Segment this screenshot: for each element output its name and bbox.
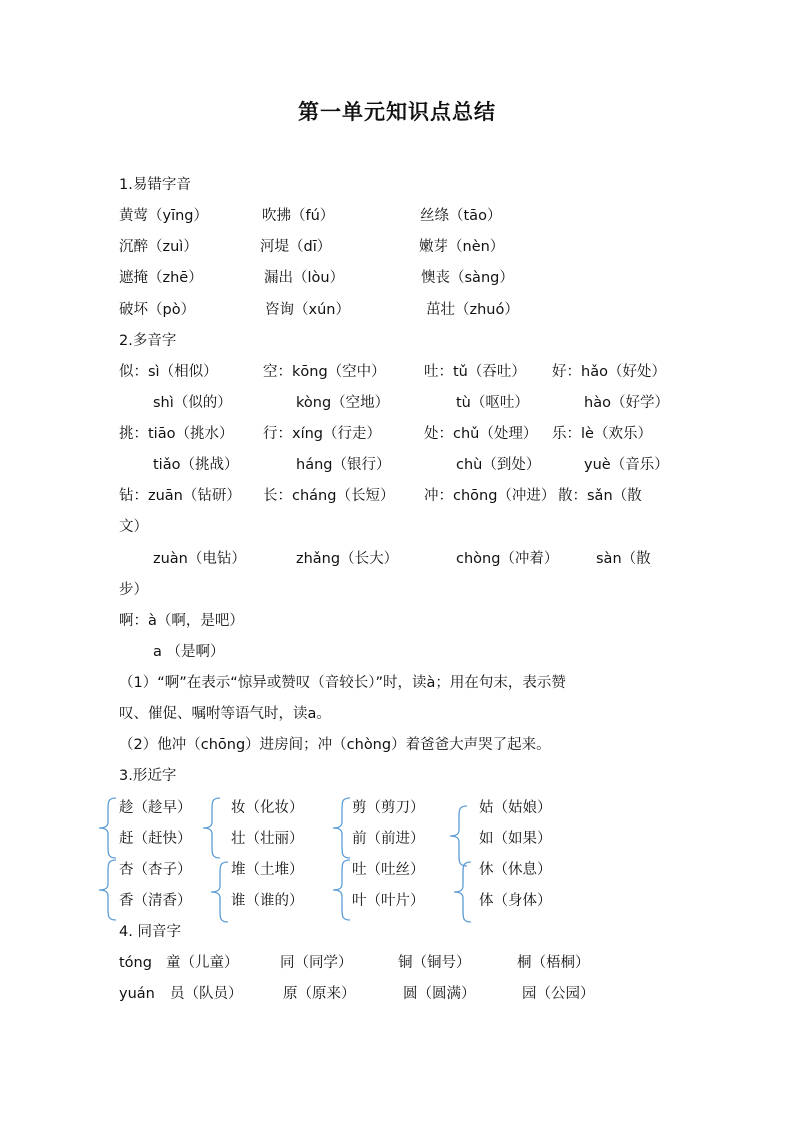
word-item: 河堤（dī）	[260, 239, 332, 255]
word-item: 嫩芽（nèn）	[419, 239, 505, 255]
homophone-pinyin: yuán	[119, 986, 155, 1002]
polyphone-item: 行：xíng（行走）	[263, 426, 382, 442]
homophone-pinyin: tóng	[119, 955, 152, 971]
similar-char-item: 杏（杏子）	[119, 862, 192, 878]
polyphone-item: 散：sǎn（散	[558, 488, 642, 504]
similar-char-item: 叶（叶片）	[352, 893, 425, 909]
similar-char-item: 前（前进）	[352, 831, 425, 847]
word-item: 黄莺（yīng）	[119, 208, 209, 224]
polyphone-item: sàn（散	[596, 551, 651, 567]
word-item: 沉醉（zuì）	[119, 239, 198, 255]
polyphone-item: 空：kōng（空中）	[263, 364, 386, 380]
polyphone-item: kòng（空地）	[296, 395, 390, 411]
word-item: 吹拂（fú）	[262, 208, 335, 224]
similar-char-item: 剪（剪刀）	[352, 800, 425, 816]
word-item: 遮掩（zhē）	[119, 270, 203, 286]
homophone-item: 桐（梧桐）	[517, 955, 590, 971]
polyphone-item: 乐：lè（欢乐）	[552, 426, 652, 442]
brace-icon	[330, 796, 354, 860]
brace-icon	[208, 860, 232, 924]
brace-icon	[447, 804, 471, 868]
polyphone-item: 似：sì（相似）	[119, 364, 218, 380]
section-heading-2: 2.多音字	[119, 333, 177, 349]
similar-char-item: 妆（化妆）	[231, 800, 304, 816]
brace-icon	[330, 858, 354, 922]
note-paragraph: 叹、催促、嘱咐等语气时，读a。	[119, 706, 331, 722]
polyphone-item: 处：chǔ（处理）	[424, 426, 538, 442]
polyphone-item: zhǎng（长大）	[296, 551, 399, 567]
similar-char-item: 香（清香）	[119, 893, 192, 909]
word-item: 咨询（xún）	[265, 302, 350, 318]
section-heading-3: 3.形近字	[119, 768, 177, 784]
polyphone-item: tiǎo（挑战）	[153, 457, 239, 473]
similar-char-item: 堆（土堆）	[231, 862, 304, 878]
note-paragraph: （2）他冲（chōng）进房间；冲（chòng）着爸爸大声哭了起来。	[119, 737, 551, 753]
similar-char-item: 姑（姑娘）	[479, 800, 552, 816]
homophone-item: 同（同学）	[280, 955, 353, 971]
brace-icon	[96, 858, 120, 922]
section-heading-4: 4. 同音字	[119, 924, 181, 940]
polyphone-item: chù（到处）	[456, 457, 541, 473]
polyphone-item: zuàn（电钻）	[153, 551, 246, 567]
word-item: 懊丧（sàng）	[421, 270, 514, 286]
similar-char-item: 如（如果）	[479, 831, 552, 847]
polyphone-item: 钻：zuān（钻研）	[119, 488, 241, 504]
word-item: 破坏（pò）	[119, 302, 196, 318]
polyphone-item: yuè（音乐）	[584, 457, 669, 473]
polyphone-item: 啊：à（啊，是吧）	[119, 613, 244, 629]
polyphone-item-wrap: 步）	[119, 582, 148, 598]
homophone-item: 园（公园）	[522, 986, 595, 1002]
word-item: 丝绦（tāo）	[420, 208, 502, 224]
homophone-item: 童（儿童）	[166, 955, 239, 971]
polyphone-item: hào（好学）	[584, 395, 669, 411]
polyphone-item: tù（呕吐）	[456, 395, 529, 411]
similar-char-item: 壮（壮丽）	[231, 831, 304, 847]
polyphone-item: chòng（冲着）	[456, 551, 559, 567]
section-heading-1: 1.易错字音	[119, 177, 191, 193]
polyphone-item: háng（银行）	[296, 457, 391, 473]
similar-char-item: 趁（趁早）	[119, 800, 192, 816]
brace-icon	[96, 796, 120, 860]
brace-icon	[451, 860, 475, 924]
polyphone-item: shì（似的）	[153, 395, 232, 411]
word-item: 漏出（lòu）	[264, 270, 345, 286]
note-paragraph: （1）“啊”在表示“惊异或赞叹（音较长）”时，读à；用在句末，表示赞	[119, 675, 566, 691]
similar-char-item: 休（休息）	[479, 862, 552, 878]
polyphone-item: a （是啊）	[153, 644, 225, 660]
homophone-item: 原（原来）	[283, 986, 356, 1002]
similar-char-item: 赶（赶快）	[119, 831, 192, 847]
word-item: 茁壮（zhuó）	[426, 302, 519, 318]
polyphone-item: 冲：chōng（冲进）	[424, 488, 556, 504]
polyphone-item: 吐：tǔ（吞吐）	[424, 364, 526, 380]
polyphone-item: 好：hǎo（好处）	[552, 364, 666, 380]
polyphone-item-wrap: 文）	[119, 519, 148, 535]
similar-char-item: 谁（谁的）	[231, 893, 304, 909]
homophone-item: 圆（圆满）	[403, 986, 476, 1002]
homophone-item: 铜（铜号）	[398, 955, 471, 971]
page-title: 第一单元知识点总结	[298, 99, 496, 124]
polyphone-item: 长：cháng（长短）	[263, 488, 395, 504]
similar-char-item: 体（身体）	[479, 893, 552, 909]
similar-char-item: 吐（吐丝）	[352, 862, 425, 878]
polyphone-item: 挑：tiāo（挑水）	[119, 426, 234, 442]
homophone-item: 员（队员）	[170, 986, 243, 1002]
brace-icon	[200, 796, 224, 860]
